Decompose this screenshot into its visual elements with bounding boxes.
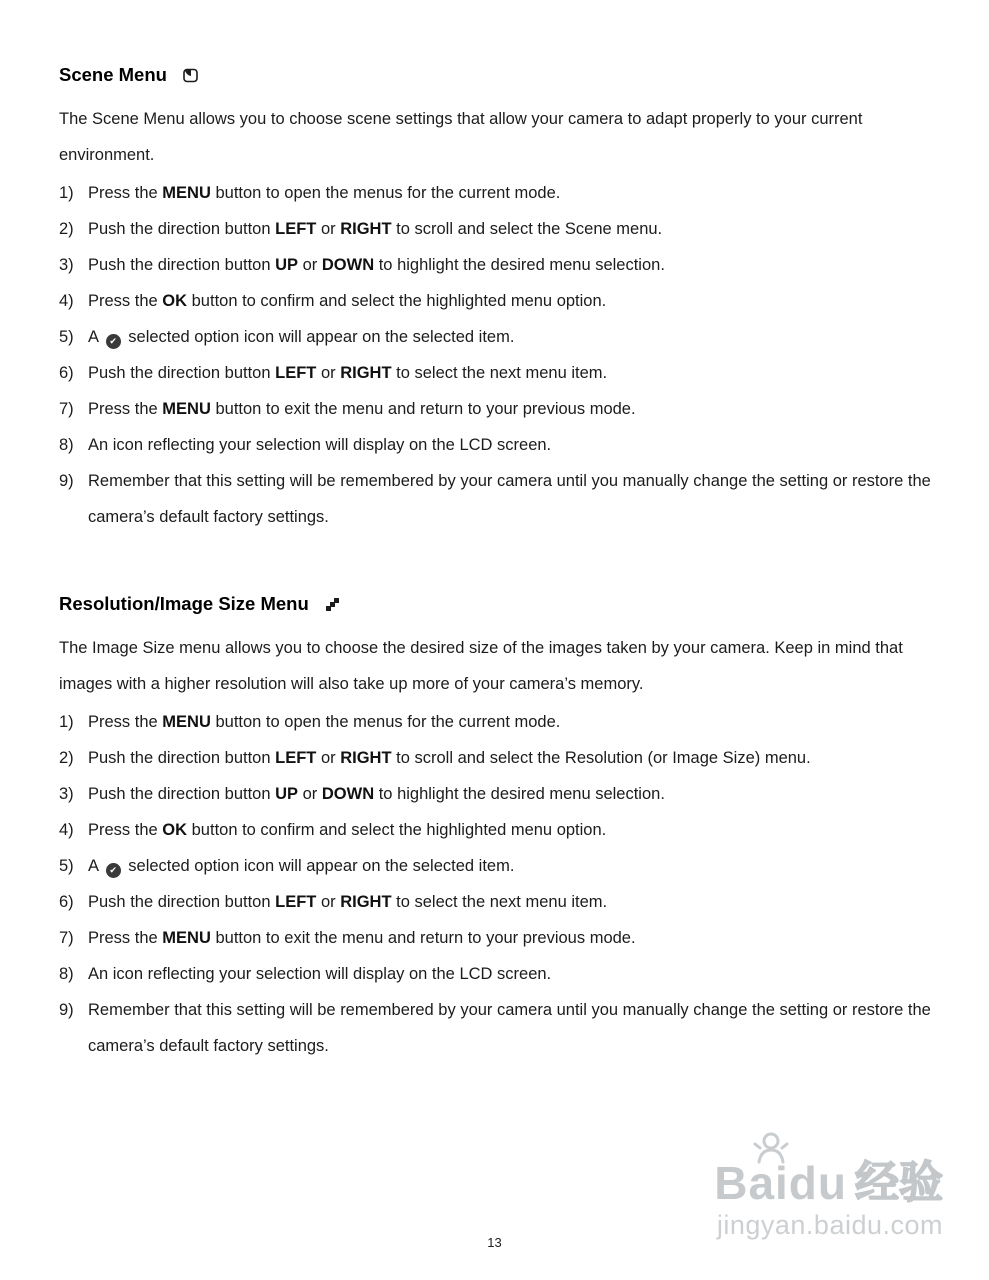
step-text: An icon reflecting your selection will display on the LCD screen. xyxy=(88,436,552,454)
step-text: Push the direction button LEFT or RIGHT to scroll and select the Scene menu. xyxy=(88,220,663,238)
section-resolution-menu xyxy=(59,591,931,1064)
step-number: 3) xyxy=(59,256,74,274)
section-scene-menu xyxy=(59,62,931,535)
step-item xyxy=(59,283,931,319)
step-text: Push the direction button LEFT or RIGHT to scroll and select the Resolution (or Image Size) menu. xyxy=(88,749,811,767)
step-number: 6) xyxy=(59,364,74,382)
step-item xyxy=(59,427,931,463)
resolution-menu-icon xyxy=(325,597,340,612)
step-item xyxy=(59,175,931,211)
step-item xyxy=(59,247,931,283)
step-number: 2) xyxy=(59,749,74,767)
step-text: Press the MENU button to exit the menu and return to your previous mode. xyxy=(88,400,636,418)
step-text: A ✔ selected option icon will appear on the selected item. xyxy=(88,319,931,355)
step-text: Press the MENU button to open the menus for the current mode. xyxy=(88,184,561,202)
step-item xyxy=(59,920,931,956)
selected-option-icon: ✔ xyxy=(106,863,121,878)
step-number: 8) xyxy=(59,965,74,983)
step-item xyxy=(59,956,931,992)
step-number: 9) xyxy=(59,472,74,490)
section-intro: The Image Size menu allows you to choose the desired size of the images taken by your camera. Keep in mind that images with a higher resolution will also take up more of your camera’s memory. xyxy=(59,639,903,693)
step-number: 5) xyxy=(59,857,74,875)
section-intro: The Scene Menu allows you to choose scene settings that allow your camera to adapt properly to your current environment. xyxy=(59,110,863,164)
step-item xyxy=(59,884,931,920)
step-text: Remember that this setting will be remembered by your camera until you manually change the setting or restore the camera’s default factory settings. xyxy=(88,472,931,526)
step-text: Press the MENU button to exit the menu and return to your previous mode. xyxy=(88,929,636,947)
step-list xyxy=(59,704,931,1064)
step-text: Remember that this setting will be remembered by your camera until you manually change the setting or restore the camera’s default factory settings. xyxy=(88,1001,931,1055)
step-number: 5) xyxy=(59,328,74,346)
section-title-scene-menu xyxy=(59,62,931,88)
step-text: Push the direction button LEFT or RIGHT to select the next menu item. xyxy=(88,893,608,911)
step-item xyxy=(59,391,931,427)
selected-option-icon: ✔ xyxy=(106,334,121,349)
step-item xyxy=(59,463,931,535)
step-item xyxy=(59,812,931,848)
step-list xyxy=(59,175,931,535)
section-title-text: Resolution/Image Size Menu xyxy=(59,593,309,614)
step-number: 7) xyxy=(59,929,74,947)
section-title-text: Scene Menu xyxy=(59,64,167,85)
step-number: 4) xyxy=(59,292,74,310)
step-number: 4) xyxy=(59,821,74,839)
step-text: An icon reflecting your selection will display on the LCD screen. xyxy=(88,965,552,983)
step-number: 8) xyxy=(59,436,74,454)
watermark-url: jingyan.baidu.com xyxy=(716,1210,943,1240)
step-number: 9) xyxy=(59,1001,74,1019)
step-item xyxy=(59,319,931,355)
step-item xyxy=(59,704,931,740)
page-number: 13 xyxy=(487,1235,502,1250)
section-title-resolution-menu xyxy=(59,591,931,617)
step-number: 6) xyxy=(59,893,74,911)
step-item xyxy=(59,848,931,884)
step-text: Push the direction button UP or DOWN to highlight the desired menu selection. xyxy=(88,256,665,274)
scene-menu-icon xyxy=(183,68,198,83)
watermark-brand-cn: 经验 xyxy=(855,1158,943,1207)
step-text: Press the OK button to confirm and select the highlighted menu option. xyxy=(88,821,607,839)
step-text: Press the OK button to confirm and select the highlighted menu option. xyxy=(88,292,607,310)
step-number: 2) xyxy=(59,220,74,238)
step-text: Press the MENU button to open the menus for the current mode. xyxy=(88,713,561,731)
baidu-watermark xyxy=(714,1157,943,1240)
step-text: A ✔ selected option icon will appear on the selected item. xyxy=(88,848,931,884)
step-text: Push the direction button UP or DOWN to highlight the desired menu selection. xyxy=(88,785,665,803)
step-item xyxy=(59,740,931,776)
step-item xyxy=(59,992,931,1064)
watermark-brand-text: Baidu xyxy=(714,1157,847,1209)
watermark-brand-row xyxy=(714,1157,943,1209)
step-number: 7) xyxy=(59,400,74,418)
step-item xyxy=(59,211,931,247)
step-text: Push the direction button LEFT or RIGHT to select the next menu item. xyxy=(88,364,608,382)
step-number: 3) xyxy=(59,785,74,803)
step-item xyxy=(59,355,931,391)
step-number: 1) xyxy=(59,184,74,202)
step-number: 1) xyxy=(59,713,74,731)
step-item xyxy=(59,776,931,812)
